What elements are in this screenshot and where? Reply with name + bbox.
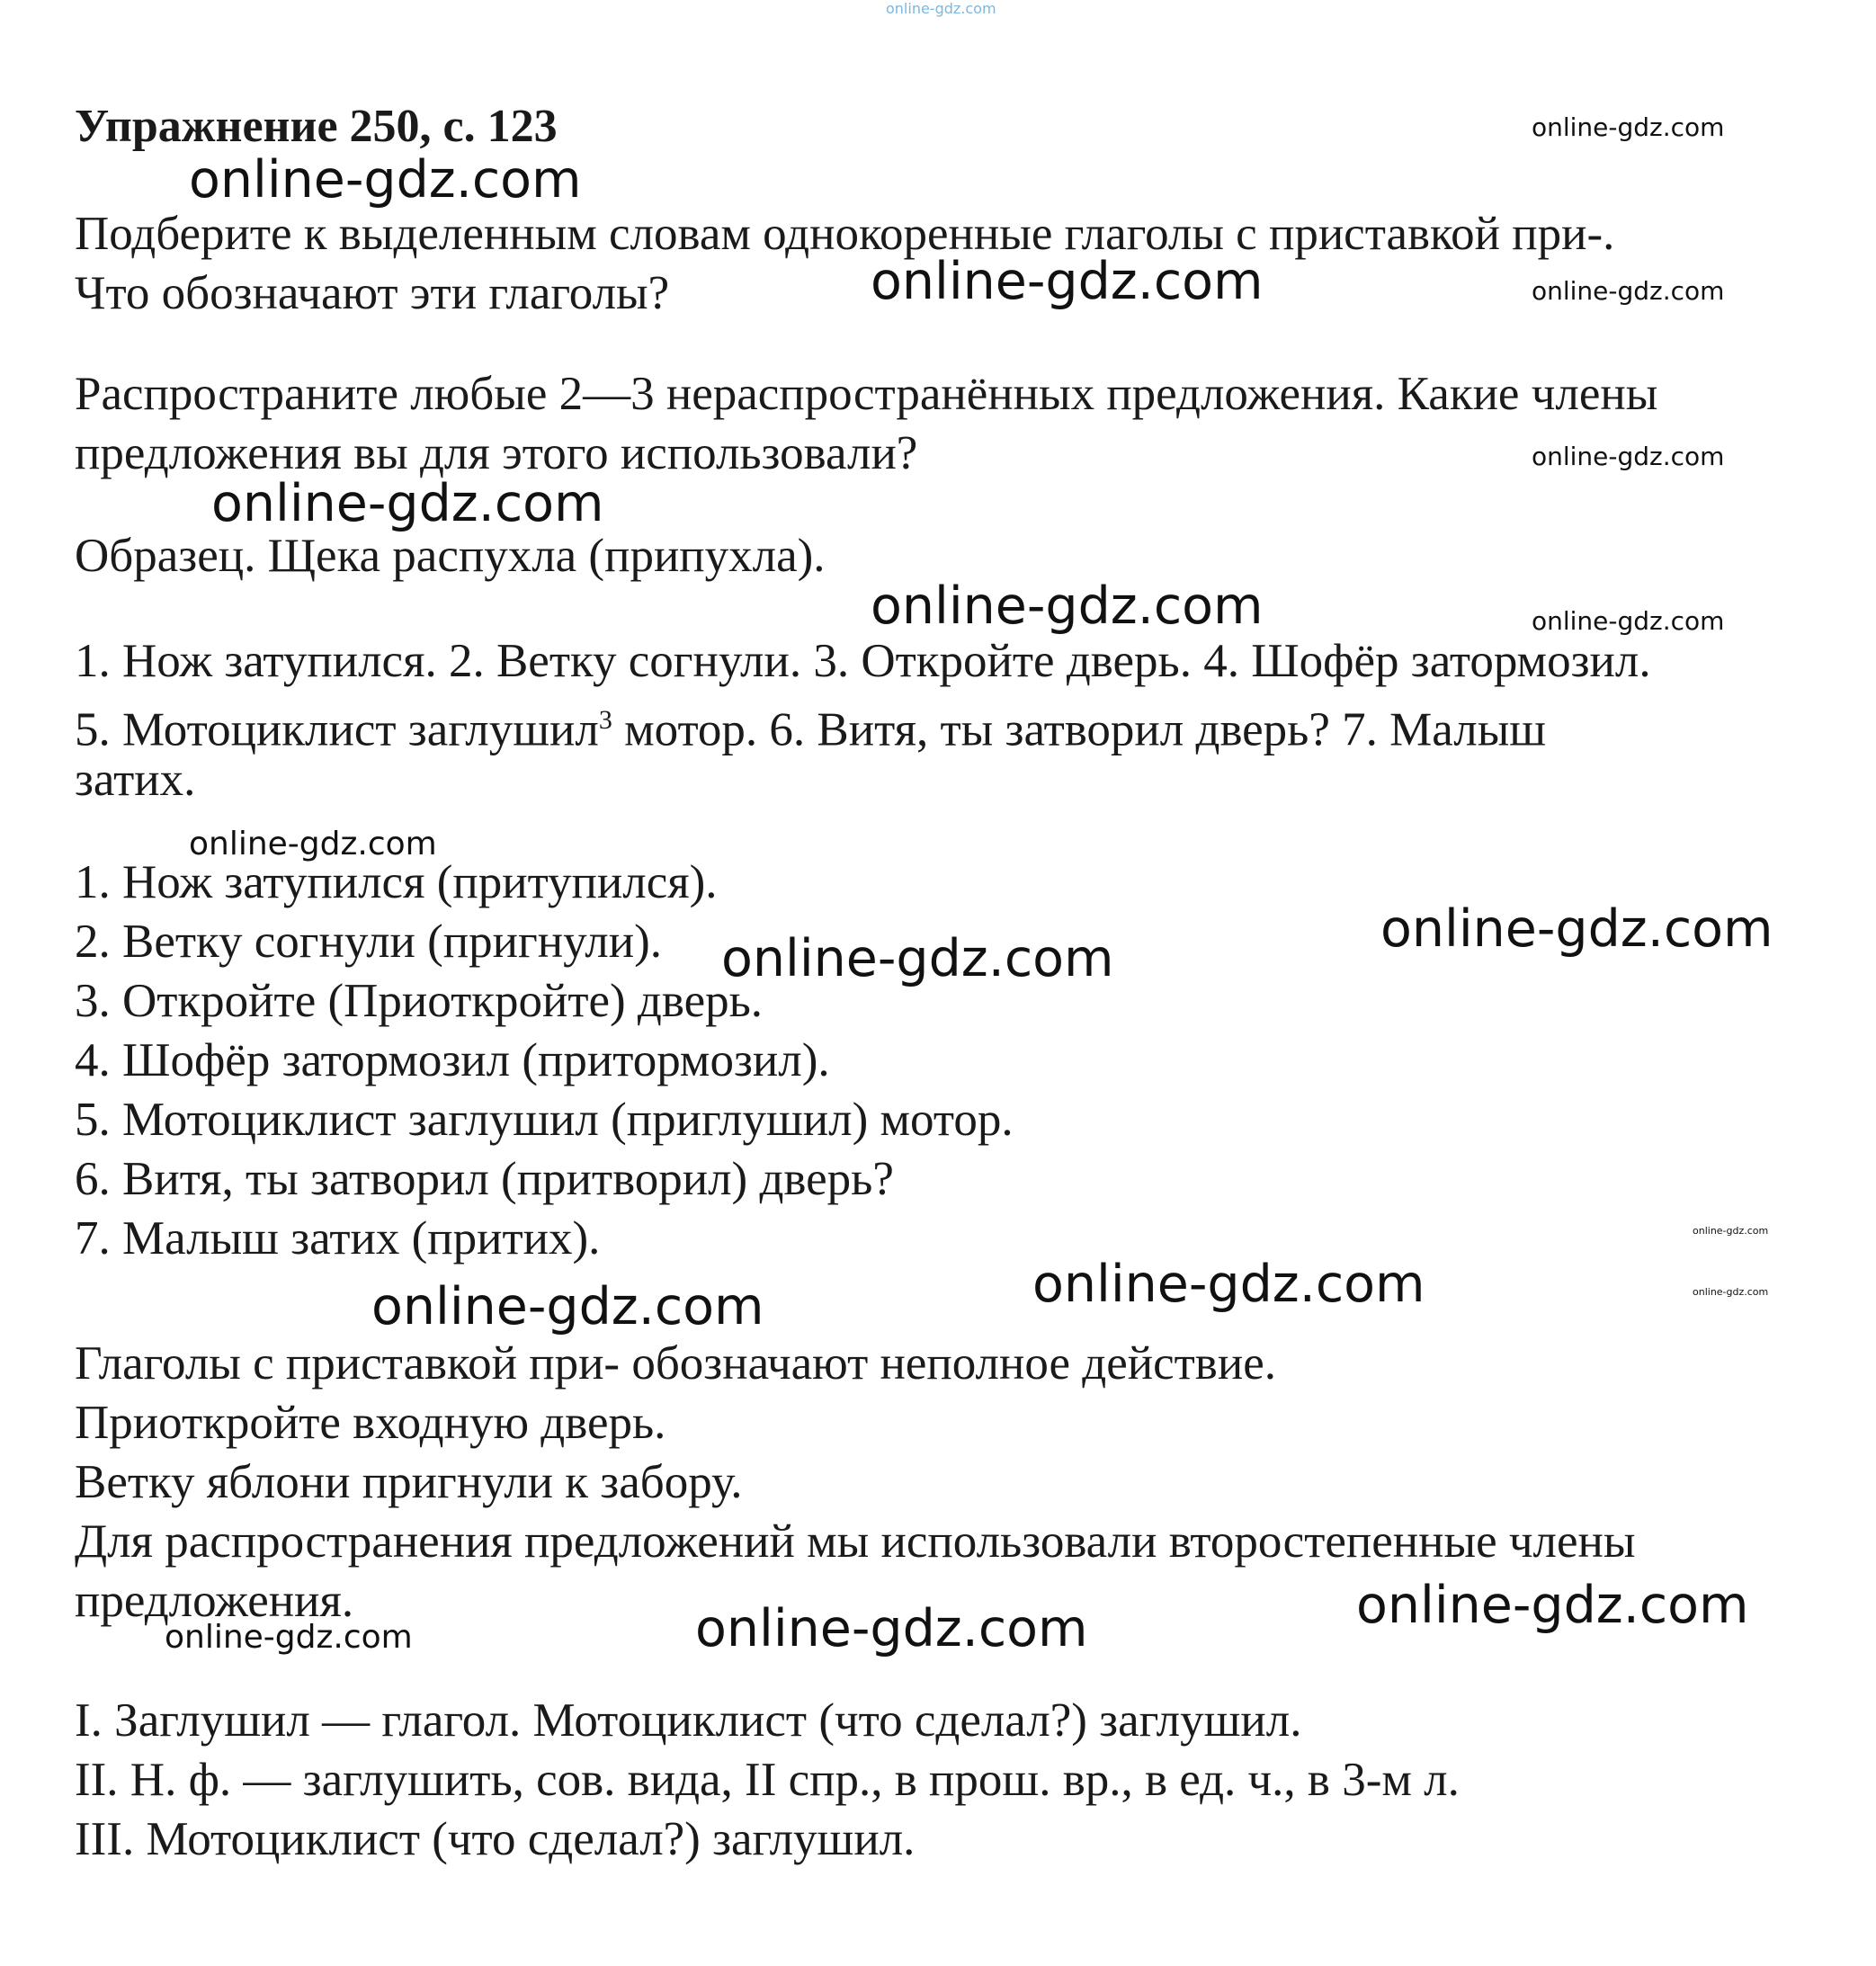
- watermark: online-gdz.com: [1532, 606, 1725, 636]
- answer-line: 4. Шофёр затормозил (притормозил).: [75, 1034, 830, 1086]
- answer-line: 1. Нож затупился (притупился).: [75, 856, 718, 908]
- task-line-1: Подберите к выделенным словам однокоренные глаголы с приставкой при-.: [75, 208, 1615, 260]
- exercise-line-2-rest: мотор. 6. Витя, ты затворил дверь? 7. Малыш: [612, 703, 1547, 756]
- task-line-3: Распространите любые 2—3 нераспространённых предложения. Какие члены: [75, 368, 1658, 420]
- watermark: online-gdz.com: [886, 0, 996, 17]
- task-line-4: предложения вы для этого использовали?: [75, 427, 918, 479]
- watermark: online-gdz.com: [1380, 899, 1773, 959]
- conclusion-line: предложения.: [75, 1575, 354, 1627]
- conclusion-line: Для распространения предложений мы использовали второстепенные члены: [75, 1515, 1636, 1568]
- watermark: online-gdz.com: [1532, 112, 1725, 142]
- exercise-line-2-text: 5. Мотоциклист заглушил: [75, 703, 599, 756]
- answer-line: 3. Откройте (Приоткройте) дверь.: [75, 975, 764, 1027]
- exercise-line-1: 1. Нож затупился. 2. Ветку согнули. 3. Откройте дверь. 4. Шофёр затормозил.: [75, 635, 1651, 687]
- watermark: online-gdz.com: [1693, 1286, 1769, 1298]
- exercise-line-2: [75, 691, 1546, 760]
- watermark: online-gdz.com: [1356, 1576, 1749, 1635]
- analysis-line: III. Мотоциклист (что сделал?) заглушил.: [75, 1813, 916, 1865]
- watermark: online-gdz.com: [1532, 276, 1725, 306]
- watermark: online-gdz.com: [1032, 1255, 1425, 1314]
- watermark: online-gdz.com: [1693, 1225, 1769, 1237]
- watermark: online-gdz.com: [211, 474, 604, 533]
- watermark: online-gdz.com: [695, 1599, 1088, 1658]
- watermark: online-gdz.com: [189, 150, 582, 210]
- answer-line: 7. Малыш затих (притих).: [75, 1212, 601, 1264]
- analysis-line: I. Заглушил — глагол. Мотоциклист (что сделал?) заглушил.: [75, 1694, 1302, 1747]
- analysis-line: II. Н. ф. — заглушить, сов. вида, II спр., в прош. вр., в ед. ч., в 3-м л.: [75, 1754, 1460, 1806]
- answer-line: 2. Ветку согнули (пригнули).: [75, 916, 663, 968]
- footnote-mark: 3: [598, 705, 612, 735]
- watermark: online-gdz.com: [165, 1619, 413, 1656]
- answer-line: 5. Мотоциклист заглушил (приглушил) мотор.: [75, 1094, 1014, 1146]
- watermark: online-gdz.com: [371, 1277, 764, 1336]
- conclusion-line: Ветку яблони пригнули к забору.: [75, 1456, 743, 1508]
- conclusion-line: Приоткройте входную дверь.: [75, 1397, 666, 1449]
- conclusion-line: Глаголы с приставкой при- обозначают неполное действие.: [75, 1337, 1276, 1390]
- watermark: online-gdz.com: [871, 252, 1264, 311]
- answer-line: 6. Витя, ты затворил (притворил) дверь?: [75, 1153, 894, 1205]
- watermark: online-gdz.com: [1532, 442, 1725, 471]
- task-line-2: Что обозначают эти глаголы?: [75, 267, 670, 319]
- watermark: online-gdz.com: [721, 929, 1114, 988]
- page-title: Упражнение 250, с. 123: [75, 101, 558, 152]
- watermark: online-gdz.com: [871, 576, 1264, 636]
- exercise-line-3: затих.: [75, 754, 196, 806]
- watermark: online-gdz.com: [189, 826, 437, 862]
- sample-line: Образец. Щека распухла (припухла).: [75, 530, 826, 582]
